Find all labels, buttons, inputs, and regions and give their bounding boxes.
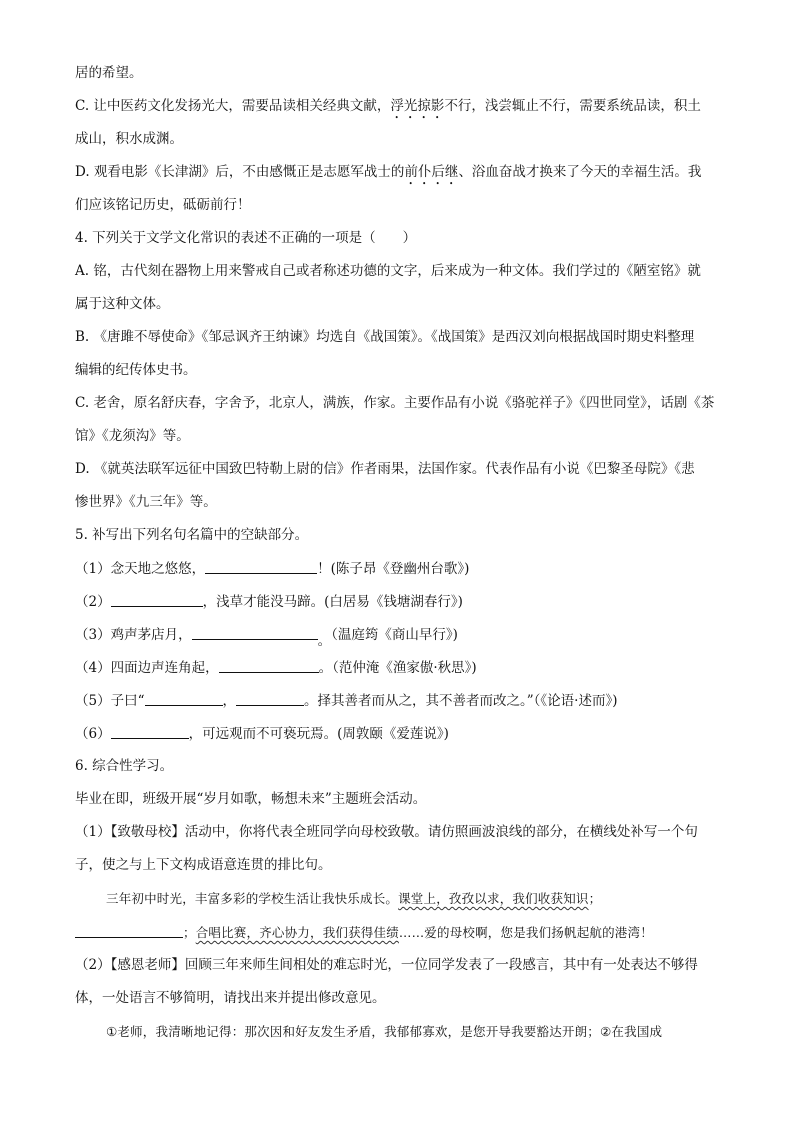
q4-option-a2 — [75, 295, 170, 313]
wavy-underlined-text: 课堂上，孜孜以求，我们收获知识 — [398, 891, 589, 906]
fill-2 — [75, 592, 463, 611]
text: （3）鸡声茅店月， — [75, 627, 192, 643]
text: （1）【致敬母校】活动中，你将代表全班同学向母校致敬。请仿照画波浪线的部分，在横线处补写一个句 — [75, 824, 698, 840]
text: 5. 补写出下列名句名篇中的空缺部分。 — [75, 527, 309, 543]
text: ； — [183, 925, 196, 940]
question-4 — [75, 229, 416, 247]
fill-4 — [75, 658, 477, 677]
text: 6. 综合性学习。 — [75, 758, 174, 774]
text: ； — [588, 891, 602, 906]
q4-option-b2 — [75, 361, 197, 379]
text: 三年初中时光，丰富多彩的学校生活让我快乐成长。 — [106, 891, 399, 906]
q6-part1-line2 — [75, 856, 332, 874]
answer-blank[interactable] — [236, 691, 304, 706]
text: ，可远观而不可亵玩焉。(周敦颐《爱莲说》) — [188, 726, 449, 742]
q4-option-b1 — [75, 328, 694, 346]
answer-blank[interactable] — [192, 625, 318, 640]
passage-line2 — [75, 923, 653, 942]
text: 4. 下列关于文学文化常识的表述不正确的一项是（ ） — [75, 230, 417, 246]
text: ……爱的母校啊，您是我们扬帆起航的港湾！ — [398, 925, 653, 940]
text: ， — [222, 693, 236, 709]
emphasized-idiom: 浮光掠影 — [390, 98, 445, 114]
option-d-line1 — [75, 163, 701, 188]
text: ，浅草才能没马蹄。(白居易《钱塘湖春行》) — [202, 594, 463, 610]
text: 、浴血奋战才换来了今天的幸福生活。我 — [458, 164, 702, 180]
text: （2）【感恩老师】回顾三年来师生间相处的难忘时光，一位同学发表了一段感言，其中有一处表达不够得 — [75, 957, 698, 973]
answer-blank[interactable] — [145, 691, 223, 706]
text: 们应该铭记历史，砥砺前行！ — [75, 197, 251, 213]
text: 不行，浅尝辄止不行，需要系统品读，积土 — [444, 98, 701, 114]
text: （5）子曰“ — [75, 693, 145, 709]
option-c-line2 — [75, 130, 183, 148]
answer-blank[interactable] — [111, 724, 189, 739]
q4-option-d2 — [75, 493, 217, 511]
q4-option-a1 — [75, 262, 701, 280]
text: A. 铭，古代刻在器物上用来警戒自己或者称述功德的文字，后来成为一种文体。我们学过的《陋室铭》就 — [75, 263, 701, 279]
question-6 — [75, 757, 173, 775]
text: （4）四面边声连角起， — [75, 660, 219, 676]
text: 。（范仲淹《渔家傲·秋思》) — [318, 660, 477, 676]
text: C. 让中医药文化发扬光大，需要品读相关经典文献， — [75, 98, 391, 114]
q4-option-d1 — [75, 460, 695, 478]
text: 毕业在即，班级开展“岁月如歌，畅想未来”主题班会活动。 — [75, 791, 427, 807]
text: 。 — [317, 633, 332, 649]
text: ①老师，我清晰地记得：那次因和好友发生矛盾，我郁郁寡欢，是您开导我要豁达开朗；②在我国成 — [106, 1024, 663, 1039]
q4-option-c2 — [75, 427, 190, 445]
text: 体，一处语言不够简明，请找出来并提出修改意见。 — [75, 990, 386, 1006]
q6-intro — [75, 790, 426, 808]
q6-part2-line2 — [75, 989, 386, 1007]
q4-option-c1 — [75, 394, 714, 412]
answer-blank[interactable] — [111, 592, 203, 607]
emphasized-idiom: 前仆后继 — [404, 164, 459, 180]
option-c-line1 — [75, 97, 701, 122]
text: （6） — [75, 726, 111, 742]
text: ！(陈子昂《登幽州台歌》) — [317, 561, 470, 577]
text: D. 观看电影《长津湖》后，不由感慨正是志愿军战士的 — [75, 164, 405, 180]
text: （1）念天地之悠悠， — [75, 561, 206, 577]
fill-5 — [75, 691, 617, 710]
text: 惨世界》《九三年》等。 — [75, 494, 217, 510]
passage-line3 — [106, 1023, 662, 1041]
text: 居的希望。 — [75, 65, 143, 81]
text: （温庭筠《商山早行》) — [331, 627, 458, 643]
fill-1 — [75, 559, 469, 578]
passage-line1 — [106, 890, 601, 908]
text: 属于这种文体。 — [75, 296, 170, 312]
text: 子，使之与上下文构成语意连贯的排比句。 — [75, 857, 332, 873]
text-line — [75, 64, 143, 82]
option-d-line2 — [75, 196, 251, 214]
text: 馆》《龙须沟》等。 — [75, 428, 190, 444]
text: 编辑的纪传体史书。 — [75, 362, 197, 378]
fill-6 — [75, 724, 449, 743]
answer-blank[interactable] — [75, 923, 183, 938]
text: D. 《就英法联军远征中国致巴特勒上尉的信》作者雨果，法国作家。代表作品有小说《巴黎圣母院》《悲 — [75, 461, 695, 477]
q6-part1-line1 — [75, 823, 698, 841]
text: B. 《唐雎不辱使命》《邹忌讽齐王纳谏》均选自《战国策》。《战国策》是西汉刘向根据战国时期史料整理 — [75, 329, 695, 345]
text: 。择其善者而从之，其不善者而改之。”（《论语·述而》) — [304, 693, 618, 709]
text: 成山，积水成渊。 — [75, 131, 183, 147]
question-5 — [75, 526, 308, 544]
wavy-underlined-text: 合唱比赛，齐心协力，我们获得佳绩 — [195, 925, 399, 940]
answer-blank[interactable] — [205, 559, 317, 574]
text: （2） — [75, 594, 111, 610]
q6-part2-line1 — [75, 956, 698, 974]
fill-3 — [75, 625, 458, 649]
answer-blank[interactable] — [219, 658, 319, 673]
text: C. 老舍，原名舒庆春，字舍予，北京人，满族，作家。主要作品有小说《骆驼祥子》《四世同堂》，话剧《茶 — [75, 395, 715, 411]
